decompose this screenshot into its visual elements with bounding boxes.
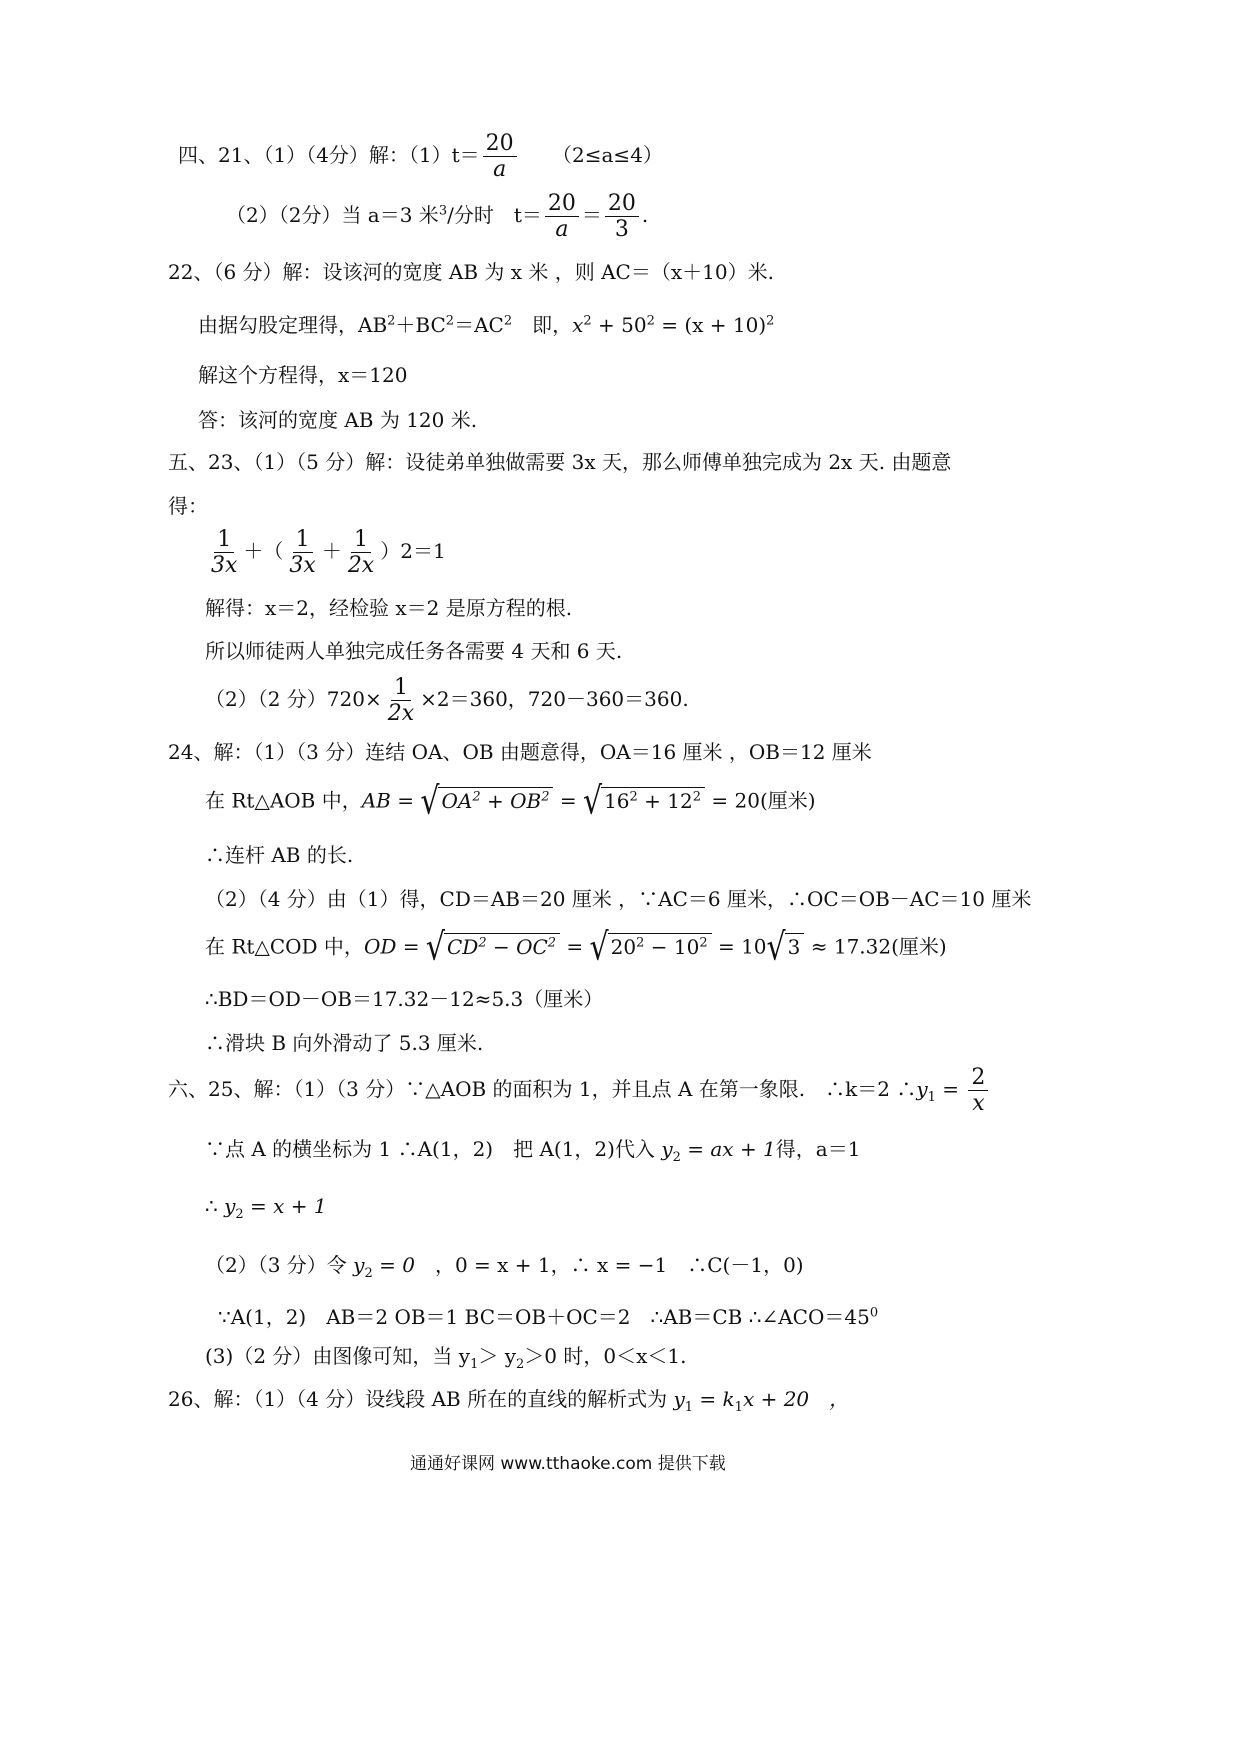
q22-line3: 解这个方程得，x＝120 [198, 363, 408, 387]
q21-fraction-3: $\frac{20}{3}$ [605, 192, 639, 241]
q23-line5: 所以师徒两人单独完成任务各需要 4 天和 6 天. [205, 639, 623, 663]
q23-line1: 五、23、（1）（5 分）解：设徒弟单独做需要 3x 天，那么师傅单独完成为 2x 天. 由题意 [168, 450, 952, 474]
q22-line2: 由据勾股定理得，$AB^2+BC^2=AC^2$ 即，$x^2 + 50^2 = (x + 10)^2$ [198, 313, 775, 337]
sqrt-16-12: √ $16^2 + 12^2$ [583, 787, 705, 817]
q26-line1: 26、解：（1）（4 分）设线段 AB 所在的直线的解析式为 $y_1 = k_1x + 20$ ， [168, 1387, 850, 1415]
sqrt-20-10: √ $20^2 - 10^2$ [590, 933, 712, 963]
q23-line2: 得： [168, 494, 208, 518]
q24-line7: ∴滑块 B 向外滑动了 5.3 厘米. [205, 1031, 484, 1055]
q25-line4: （2）（3 分）令 $y_2 = 0$ ，0 = x + 1，∴ x = −1 ∴C(－1，0) [205, 1253, 804, 1281]
sqrt-oa-ob: √ $OA^2 + OB^2$ [420, 787, 553, 817]
q24-line3: ∴连杆 AB 的长. [205, 843, 354, 867]
q24-line1: 24、解：（1）（3 分）连结 OA、OB 由题意得，OA＝16 厘米 ，OB＝12 厘米 [168, 740, 872, 764]
page-footer: 通通好课网 www.tthaoke.com 提供下载 [410, 1454, 726, 1474]
q25-line5: ∵A(1，2) AB＝2 OB＝1 BC＝OB＋OC＝2 ∴AB＝CB $\therefore\angle ACO=45^0$ [218, 1305, 879, 1329]
q24-line6: ∴BD＝OD－OB＝17.32－12≈5.3（厘米） [205, 987, 604, 1011]
q21-fraction-2: $\frac{20}{a}$ [545, 192, 579, 241]
q21-range: （2≤a≤4） [552, 143, 663, 168]
q21-head: 四、21、（1）（4分）解：（1）t＝ [178, 143, 480, 168]
q24-line4: （2）（4 分）由（1）得，CD＝AB＝20 厘米 ，∵AC＝6 厘米，∴OC＝OB－AC＝10 厘米 [205, 887, 1032, 911]
q24-line2: 在 Rt△AOB 中，AB = √ $OA^2 + OB^2$ = √ $16^2 + 12^2$ = 20(厘米) [205, 779, 816, 824]
q25-line6: (3)（2 分）由图像可知，当 $y_1> y_2>0$ 时，0＜x＜1. [205, 1344, 687, 1372]
q21-fraction-1: $\frac{20}{a}$ [483, 132, 517, 181]
sqrt-3: √ 3 [767, 933, 805, 963]
q23-line4: 解得：x＝2，经检验 x＝2 是原方程的根. [205, 596, 573, 620]
q21-line1 [178, 132, 663, 181]
q22-line4: 答：该河的宽度 AB 为 120 米. [198, 408, 478, 432]
q24-line5: 在 Rt△COD 中，OD = √ $CD^2 - OC^2$ = √ $20^2 - 10^2$ = 10 √ 3 ≈ 17.32(厘米) [205, 925, 947, 970]
q22-line1: 22、（6 分）解：设该河的宽度 AB 为 x 米 ，则 AC＝（x＋10）米. [168, 260, 774, 284]
sqrt-cd-oc: √ $CD^2 - OC^2$ [426, 933, 560, 963]
q23-line6: （2）（2 分）720× $\frac{1}{2x}$ ×2＝360，720－360＝360. [205, 675, 689, 727]
q25-line3: ∴ $y_2 = x + 1$ [205, 1194, 327, 1222]
q25-line2: ∵点 A 的横坐标为 1 ∴A(1，2) 把 A(1，2)代入 $y_2$ = ax + 1得，a＝1 [205, 1137, 861, 1165]
q23-equation: $\frac{1}{3x}$ ＋（ $\frac{1}{3x}$ ＋ $\frac{1}{2x}$ ）2＝1 [211, 527, 446, 579]
q25-line1: 六、25、解：（1）（3 分）∵△AOB 的面积为 1，并且点 A 在第一象限. ∴k＝2 $\therefore y_1$ = $\frac{2}{x}$ [168, 1066, 991, 1115]
q21-line2: （2）（2分）当 a＝3 米$^3$/分时 t＝ $\frac{20}{a}$ ＝ $\frac{20}{3}$ . [226, 191, 649, 243]
